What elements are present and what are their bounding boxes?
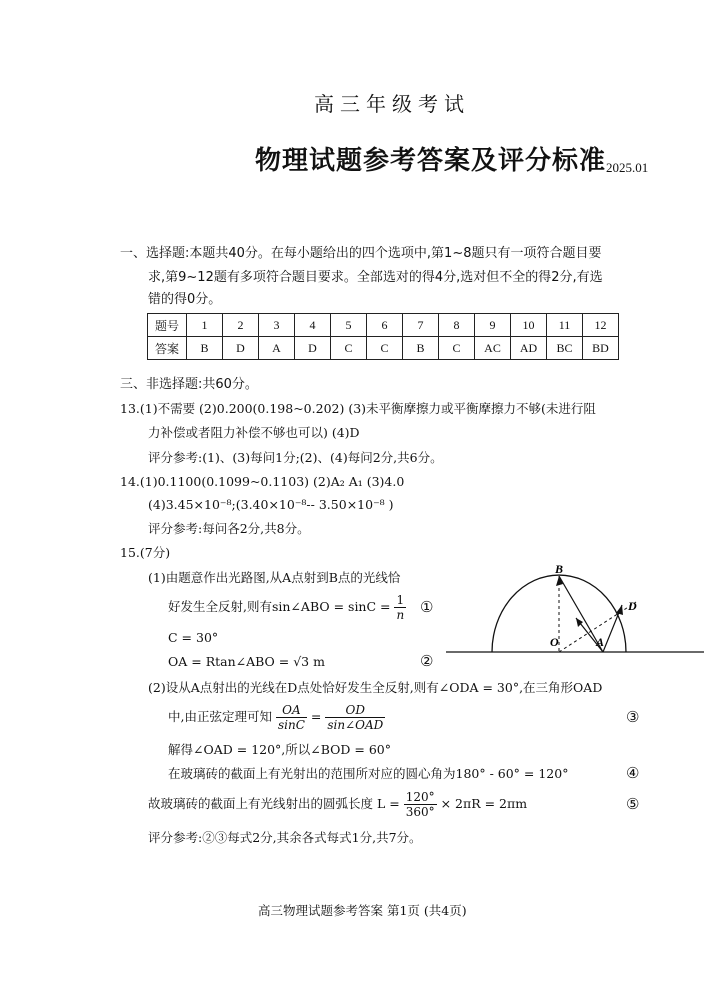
table-cell: 7 (403, 314, 439, 337)
table-cell: D (223, 337, 259, 360)
oa-equation: OA = Rtan∠ABO = √3 m (168, 654, 325, 669)
numerator: 120° (405, 790, 435, 804)
table-cell: 6 (367, 314, 403, 337)
range-line: 在玻璃砖的截面上有光射出的范围所对应的圆心角为180° - 60° = 120° (168, 766, 569, 781)
answer-table (147, 313, 619, 360)
q15-part1-equation (168, 590, 406, 624)
denominator: 360° (405, 805, 435, 819)
equation-mark-1: ① (420, 598, 434, 616)
label-b: B (555, 562, 564, 576)
equation-mark-3: ③ (626, 708, 640, 726)
row-label: 题号 (148, 314, 187, 337)
table-row-numbers (148, 314, 619, 337)
table-cell: 11 (547, 314, 583, 337)
q15-part2-line1: (2)设从A点射出的光线在D点处恰好发生全反射,则有∠ODA = 30°,在三角形OAD (148, 680, 603, 695)
equation-text: × 2πR = 2πm (440, 796, 528, 811)
table-cell: 4 (295, 314, 331, 337)
section1-line3: 错的得0分。 (148, 292, 222, 307)
q14-line2: (4)3.45×10⁻⁸;(3.40×10⁻⁸-- 3.50×10⁻⁸ ) (148, 497, 394, 512)
q13-line1: 13.(1)不需要 (2)0.200(0.198~0.202) (3)未平衡摩擦力或平衡摩擦力不够(未进行阻 (120, 401, 596, 416)
denominator: n (396, 608, 405, 622)
numerator: OA (276, 703, 307, 718)
table-cell: B (187, 337, 223, 360)
table-cell: 10 (511, 314, 547, 337)
equation-mark-5: ⑤ (626, 795, 640, 813)
numerator: OD (325, 703, 385, 718)
sine-rule-equation: 中,由正弦定理可知 $\frac{OA}{\sin C}$ = $\frac{OD}{\text{sin∠OAD}}$ (168, 703, 384, 732)
table-cell: AD (511, 337, 547, 360)
exam-header: 高三年级考试 (314, 92, 470, 116)
table-cell: 3 (259, 314, 295, 337)
q15-heading: 15.(7分) (120, 545, 171, 560)
q13-line2: 力补偿或者阻力补偿不够也可以) (4)D (148, 425, 360, 440)
page-title: 物理试题参考答案及评分标准 (255, 146, 607, 176)
label-o: O (550, 635, 559, 649)
equation-text: 中,由正弦定理可知 (168, 709, 272, 724)
table-cell: BC (547, 337, 583, 360)
table-cell: BD (583, 337, 619, 360)
table-cell: 8 (439, 314, 475, 337)
table-cell: 2 (223, 314, 259, 337)
fraction (325, 703, 385, 732)
label-d: D (628, 599, 637, 613)
table-cell: C (367, 337, 403, 360)
q14-line1: 14.(1)0.1100(0.1099~0.1103) (2)A₂ A₁ (3)4.0 (120, 474, 405, 489)
fraction (394, 593, 406, 622)
equation-mark-4: ④ (626, 764, 640, 782)
equation-mark-2: ② (420, 652, 434, 670)
numerator: 1 (394, 593, 406, 608)
light-path-diagram (440, 560, 708, 665)
c-value: C = 30° (168, 630, 219, 645)
page-footer: 高三物理试题参考答案 第1页 (共4页) (258, 903, 467, 918)
table-cell: 5 (331, 314, 367, 337)
equation-text: 故玻璃砖的截面上有光线射出的圆弧长度 L = (148, 796, 400, 811)
table-cell: 1 (187, 314, 223, 337)
row-label: 答案 (148, 337, 187, 360)
table-cell: C (439, 337, 475, 360)
table-row-answers (148, 337, 619, 360)
fraction (404, 790, 437, 819)
q14-scoring: 评分参考:每问各2分,共8分。 (148, 521, 310, 536)
table-cell: 12 (583, 314, 619, 337)
label-a: A (596, 635, 605, 649)
table-cell: A (259, 337, 295, 360)
q15-part1-line1: (1)由题意作出光路图,从A点射到B点的光线恰 (148, 570, 401, 585)
fraction (276, 703, 307, 732)
table-cell: 9 (475, 314, 511, 337)
table-cell: D (295, 337, 331, 360)
equation-text: 好发生全反射,则有sin∠ABO = sinC = (168, 599, 391, 614)
arc-length-equation (148, 786, 527, 822)
q15-scoring: 评分参考:②③每式2分,其余各式每式1分,共7分。 (148, 830, 422, 845)
table-cell: B (403, 337, 439, 360)
q13-scoring: 评分参考:(1)、(3)每问1分;(2)、(4)每问2分,共6分。 (148, 450, 443, 465)
table-cell: AC (475, 337, 511, 360)
section3-heading: 三、非选择题:共60分。 (120, 377, 258, 392)
table-cell: C (331, 337, 367, 360)
section1-line2: 求,第9~12题有多项符合题目要求。全部选对的得4分,选对但不全的得2分,有选 (148, 270, 603, 285)
solve-line: 解得∠OAD = 120°,所以∠BOD = 60° (168, 742, 392, 757)
denominator: sin∠OAD (327, 718, 384, 732)
denominator: sinC (277, 718, 305, 732)
date: 2025.01 (606, 160, 649, 175)
section1-line1: 一、选择题:本题共40分。在每小题给出的四个选项中,第1~8题只有一项符合题目要 (120, 246, 602, 261)
